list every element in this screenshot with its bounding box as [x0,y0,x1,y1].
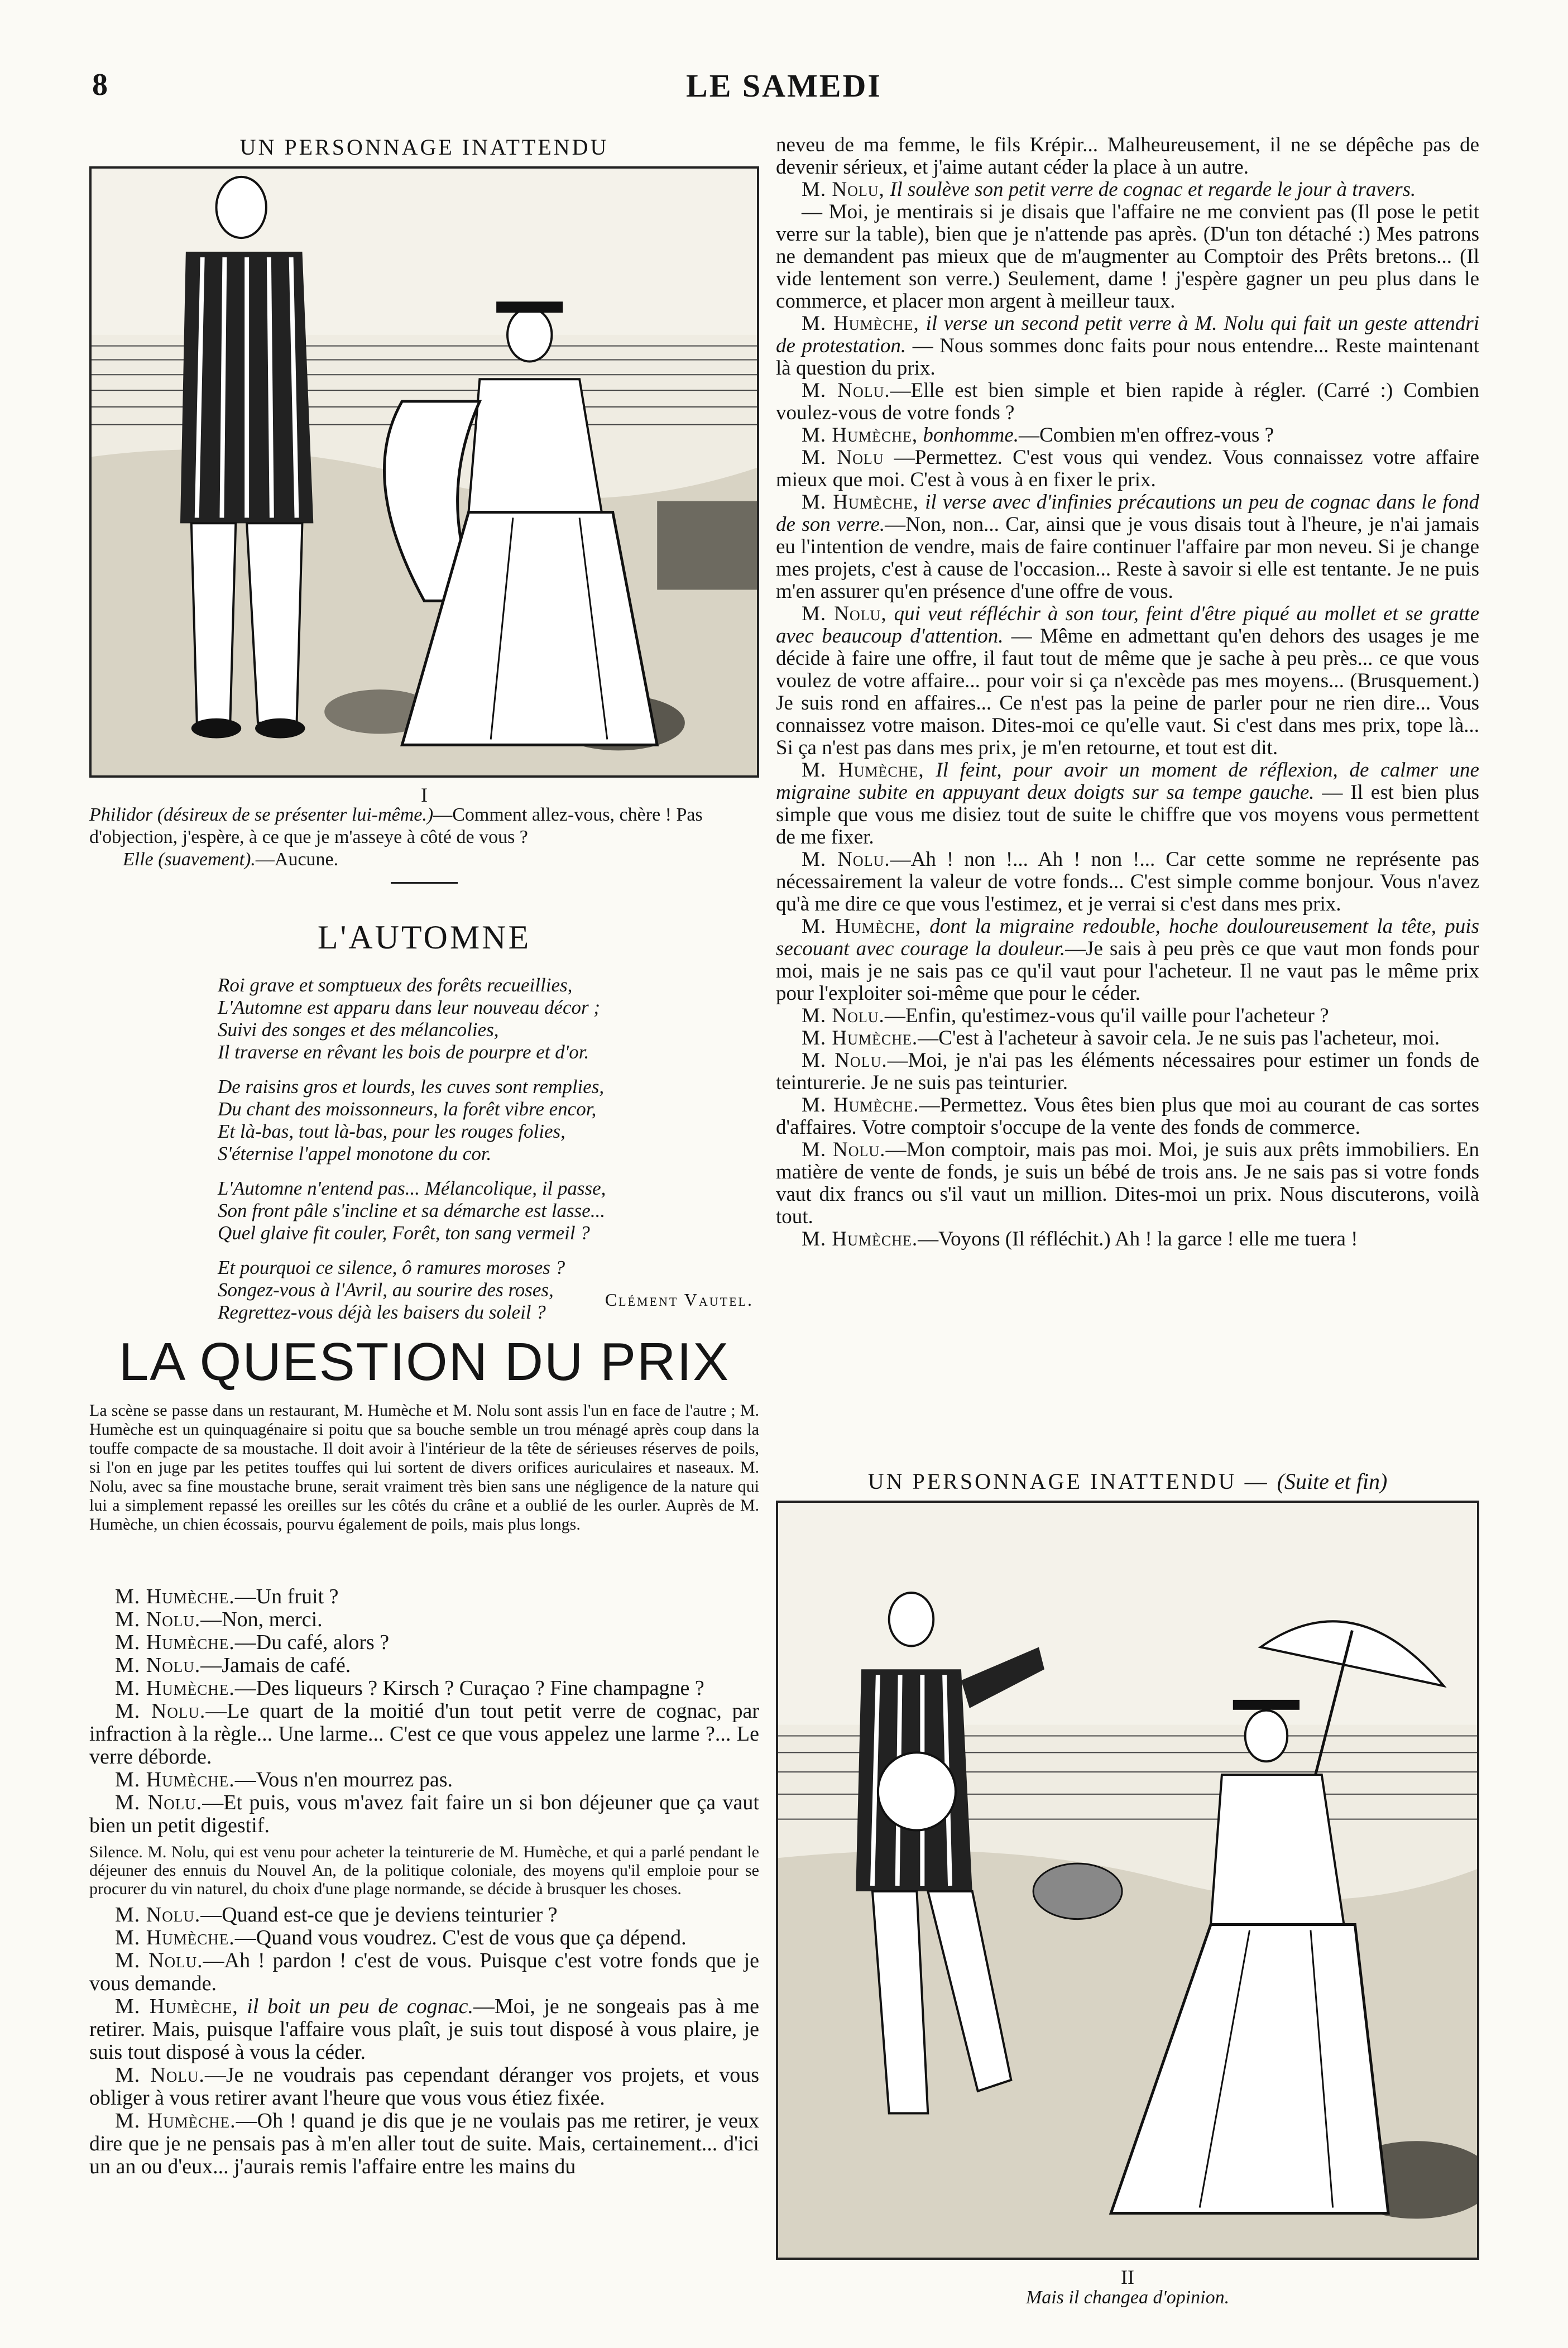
poem-line: Roi grave et somptueux des forêts recueillies, [218,974,573,996]
poem-line: Et pourquoi ce silence, ô ramures moroses ? [218,1257,565,1278]
dialogue-line: M. Nolu.—Quand est-ce que je deviens teinturier ? [115,1903,558,1927]
page-number: 8 [92,68,108,102]
dialogue-line: M. Nolu, qui veut réfléchir à son tour, feint d'être piqué au mollet et se gratte avec beaucoup d'attention. — Même en admettant qu'en dehors des usages je me décide à faire une offre, il faut tout de même que je sache à peu près... ce que vous voulez de votre affaire... pour voir si ça n'excède pas mes moyens... (Brusquement.) Je suis rond en affaires... Ce n'est pas la peine de parler pour ne rien dire... Vous connaissez votre maison. Dites-moi ce qu'elle vaut. Si c'est dans mes prix, tope là... Si ça n'est pas dans mes prix, je m'en retourne, et tout est dit. [776,602,1479,759]
dialogue-block-1 [89,1585,759,2178]
dialogue-line: M. Nolu, Il soulève son petit verre de cognac et regarde le jour à travers. [802,178,1416,201]
illustration-1-number: I [421,784,428,806]
poem-line: Suivi des songes et des mélancolies, [218,1019,499,1041]
illustration-2-caption: Mais il changea d'opinion. [1025,2287,1230,2308]
illustration-1 [89,166,759,778]
poem-stanza [218,1076,720,1165]
dialogue-line: neveu de ma femme, le fils Krépir... Malheureusement, il ne se dépêche pas de devenir sérieux, et j'aime autant céder la place à un autre. [776,133,1479,179]
dialogue-line: M. Nolu.—Moi, je n'ai pas les éléments nécessaires pour estimer un fonds de teinturerie. Je ne suis pas teinturier. [776,1049,1479,1094]
dialogue-line: M. Nolu.—Ah ! non !... Ah ! non !... Car cette somme ne représente pas nécessairement la valeur de votre fonds... C'est simple comme bonjour. Vous n'avez qu'à me dire ce que vous l'estimez, et je verrai si c'est dans mes prix. [776,848,1479,916]
dialogue-line: M. Nolu.—Et puis, vous m'avez fait faire un si bon déjeuner que ça vaut bien un petit digestif. [89,1791,759,1837]
dialogue-line: M. Nolu.—Je ne voudrais pas cependant déranger vos projets, et vous obliger à vous retirer avant l'heure que vous vous étiez fixée. [89,2063,759,2110]
poem-line: S'éternise l'appel monotone du cor. [218,1143,492,1165]
poem-line: Son front pâle s'incline et sa démarche est lasse... [218,1200,606,1221]
illustration-2-number: II [1121,2266,1134,2288]
dialogue-line: M. Humèche, il verse avec d'infinies précautions un peu de cognac dans le fond de son verre.—Non, non... Car, ainsi que je vous disais tout à l'heure, je n'ai jamais eu l'intention de vendre, mais de faire continuer l'affaire par mon neveu. Si je change mes projets, c'est à cause de l'occasion... Reste à savoir si elle est tentante. Je ne puis m'en assurer qu'en présence d'une offre de vous. [776,491,1480,603]
dialogue-line: M. Nolu.—Non, merci. [115,1608,323,1631]
dialogue-line: M. Humèche, Il feint, pour avoir un moment de réflexion, de calmer une migraine subite en appuyant deux doigts sur sa tempe gauche. — Il est bien plus simple que vous me disiez tout de suite le chiffre que vos moyens vous permettent de me fixer. [776,759,1479,849]
dialogue-line: M. Humèche.—Du café, alors ? [115,1631,390,1654]
illustration-1-caption [89,804,759,871]
article-title: LA QUESTION DU PRIX [118,1332,730,1392]
dialogue-line: M. Nolu.—Ah ! pardon ! c'est de vous. Puisque c'est votre fonds que je vous demande. [89,1949,759,1995]
dialogue-line: M. Nolu.—Enfin, qu'estimez-vous qu'il vaille pour l'acheteur ? [802,1004,1329,1027]
caption-speaker-philidor: Philidor (désireux de se présenter lui-même.) [89,804,434,825]
caption-line-2: —Aucune. [255,849,339,870]
stage-direction: Silence. M. Nolu, qui est venu pour acheter la teinturerie de M. Humèche, et qui a parlé pendant le déjeuner des ennuis du Nouvel An, de la politique coloniale, des moyens qu'il emploie pour se procurer du vin naturel, du choix d'une plage normande, se décide à brusquer les choses. [89,1843,759,1898]
caption-line-1: —Comment allez-vous, chère ! Pas d'objection, j'espère, à ce que je m'asseye à côté de vous ? [89,804,703,847]
running-title: LE SAMEDI [686,68,882,104]
dialogue-line: M. Humèche.—C'est à l'acheteur à savoir cela. Je ne suis pas l'acheteur, moi. [802,1027,1440,1050]
dialogue-line: M. Nolu —Permettez. C'est vous qui vendez. Vous connaissez votre affaire mieux que moi. C'est à vous à en fixer le prix. [776,446,1479,491]
poem-line: Et là-bas, tout là-bas, pour les rouges folies, [218,1120,565,1142]
illustration-2 [776,1501,1479,2260]
poem [218,974,720,1336]
dialogue-line: — Moi, je mentirais si je disais que l'affaire ne me convient pas (Il pose le petit verre sur la table), bien que je n'attende pas après. (D'un ton détaché :) Mes patrons ne demandent pas mieux que de m'augmenter au Comptoir des Prêts bretons... (Il vide lentement son verre.) Seulement, dame ! j'espère gagner un peu plus dans le commerce, et placer mon argent à meilleur taux. [776,200,1479,313]
dialogue-line: M. Nolu.—Le quart de la moitié d'un tout petit verre de cognac, par infraction à la règle... Une larme... C'est ce que vous appelez une larme ?... Le verre déborde. [89,1699,759,1769]
poem-line: Regrettez-vous déjà les baisers du soleil ? [218,1301,546,1323]
poem-author: Clément Vautel. [605,1290,754,1310]
article-intro: La scène se passe dans un restaurant, M. Humèche et M. Nolu sont assis l'un en face de l'autre ; M. Humèche est un quinquagénaire si poitu que sa bouche semble un trou ménagé après coup dans la touffe compacte de sa moustache. Il doit avoir à l'intérieur de la tête de sérieuses réserves de poils, si l'on en juge par les petites touffes qui lui sortent de divers orifices auriculaires et naseaux. M. Nolu, avec sa fine moustache brune, serait vraiment très bien sans une négligence de la nature qui lui a simplement repassé les oreilles sur les côtés du crâne et a oublié de les ourler. Auprès de M. Humèche, un chien écossais, pourvu également de poils, mais plus longs. [89,1401,759,1534]
dialogue-line: M. Humèche.—Un fruit ? [115,1585,339,1608]
divider [391,882,458,884]
poem-line: Quel glaive fit couler, Forêt, ton sang vermeil ? [218,1222,590,1244]
poem-line: Du chant des moissonneurs, la forêt vibre encor, [218,1098,597,1120]
dialogue-line: M. Nolu.—Jamais de café. [115,1654,351,1677]
poem-title: L'AUTOMNE [317,919,531,956]
dialogue-line: M. Humèche.—Voyons (Il réfléchit.) Ah ! la garce ! elle me tuera ! [802,1228,1358,1250]
dialogue-line: M. Humèche.—Quand vous voudrez. C'est de vous que ça dépend. [115,1926,687,1949]
dialogue-line: M. Nolu.—Mon comptoir, mais pas moi. Moi, je suis aux prêts immobiliers. En matière de vente de fonds, je suis un bébé de trois ans. Je ne sais pas si votre fonds vaut dix francs ou s'il vaut un million. Dites-moi un prix. Nous discuterons, voilà tout. [776,1138,1479,1228]
beach-scene-2-image [778,1503,1477,2258]
poem-line: De raisins gros et lourds, les cuves sont remplies, [218,1076,605,1098]
poem-line: L'Automne n'entend pas... Mélancolique, il passe, [218,1177,606,1199]
dialogue-block-2 [776,134,1479,1250]
dialogue-line: M. Humèche, dont la migraine redouble, hoche douloureusement la tête, puis secouant avec courage la douleur.—Je sais à peu près ce que vaut mon fonds pour moi, mais je ne sais pas ce qu'il vaut pour l'acheteur. Il ne vaut pas le même prix pour l'exploiter soi-même que pour le céder. [776,915,1479,1005]
dialogue-line: M. Humèche.—Oh ! quand je dis que je ne voulais pas me retirer, je veux dire que je ne pensais pas à m'en aller tout de suite. Mais, certainement... d'ici un an ou d'eux... j'aurais remis l'affaire entre les mains du [89,2109,759,2178]
poem-line: Il traverse en rêvant les bois de pourpre et d'or. [218,1041,589,1063]
dialogue-line: M. Humèche.—Permettez. Vous êtes bien plus que moi au courant de cas sortes d'affaires. Votre comptoir s'occupe de la vente des fonds de commerce. [776,1094,1479,1139]
illustration-2-title: UN PERSONNAGE INATTENDU — (Suite et fin) [867,1469,1388,1494]
dialogue-line: M. Humèche, il boit un peu de cognac.—Moi, je ne songeais pas à me retirer. Mais, puisque l'affaire vous plaît, je suis tout disposé à vous plaire, je suis tout disposé à vous la céder. [89,1995,759,2064]
dialogue-line: M. Humèche, il verse un second petit verre à M. Nolu qui fait un geste attendri de protestation. — Nous sommes donc faits pour nous entendre... Reste maintenant là question du prix. [776,312,1480,380]
illustration-1-title: UN PERSONNAGE INATTENDU [239,135,609,160]
dialogue-line: M. Humèche.—Vous n'en mourrez pas. [115,1768,453,1791]
dialogue-line: M. Humèche, bonhomme.—Combien m'en offrez-vous ? [802,424,1274,447]
poem-line: L'Automne est apparu dans leur nouveau décor ; [218,996,601,1018]
poem-stanza [218,1177,720,1244]
beach-scene-1-image [92,169,757,775]
poem-stanza [218,974,720,1063]
caption-speaker-elle: Elle (suavement). [123,849,256,870]
poem-line: Songez-vous à l'Avril, au sourire des roses, [218,1279,554,1301]
dialogue-line: M. Humèche.—Des liqueurs ? Kirsch ? Curaçao ? Fine champagne ? [115,1676,704,1700]
dialogue-line: M. Nolu.—Elle est bien simple et bien rapide à régler. (Carré :) Combien voulez-vous de votre fonds ? [776,379,1480,424]
